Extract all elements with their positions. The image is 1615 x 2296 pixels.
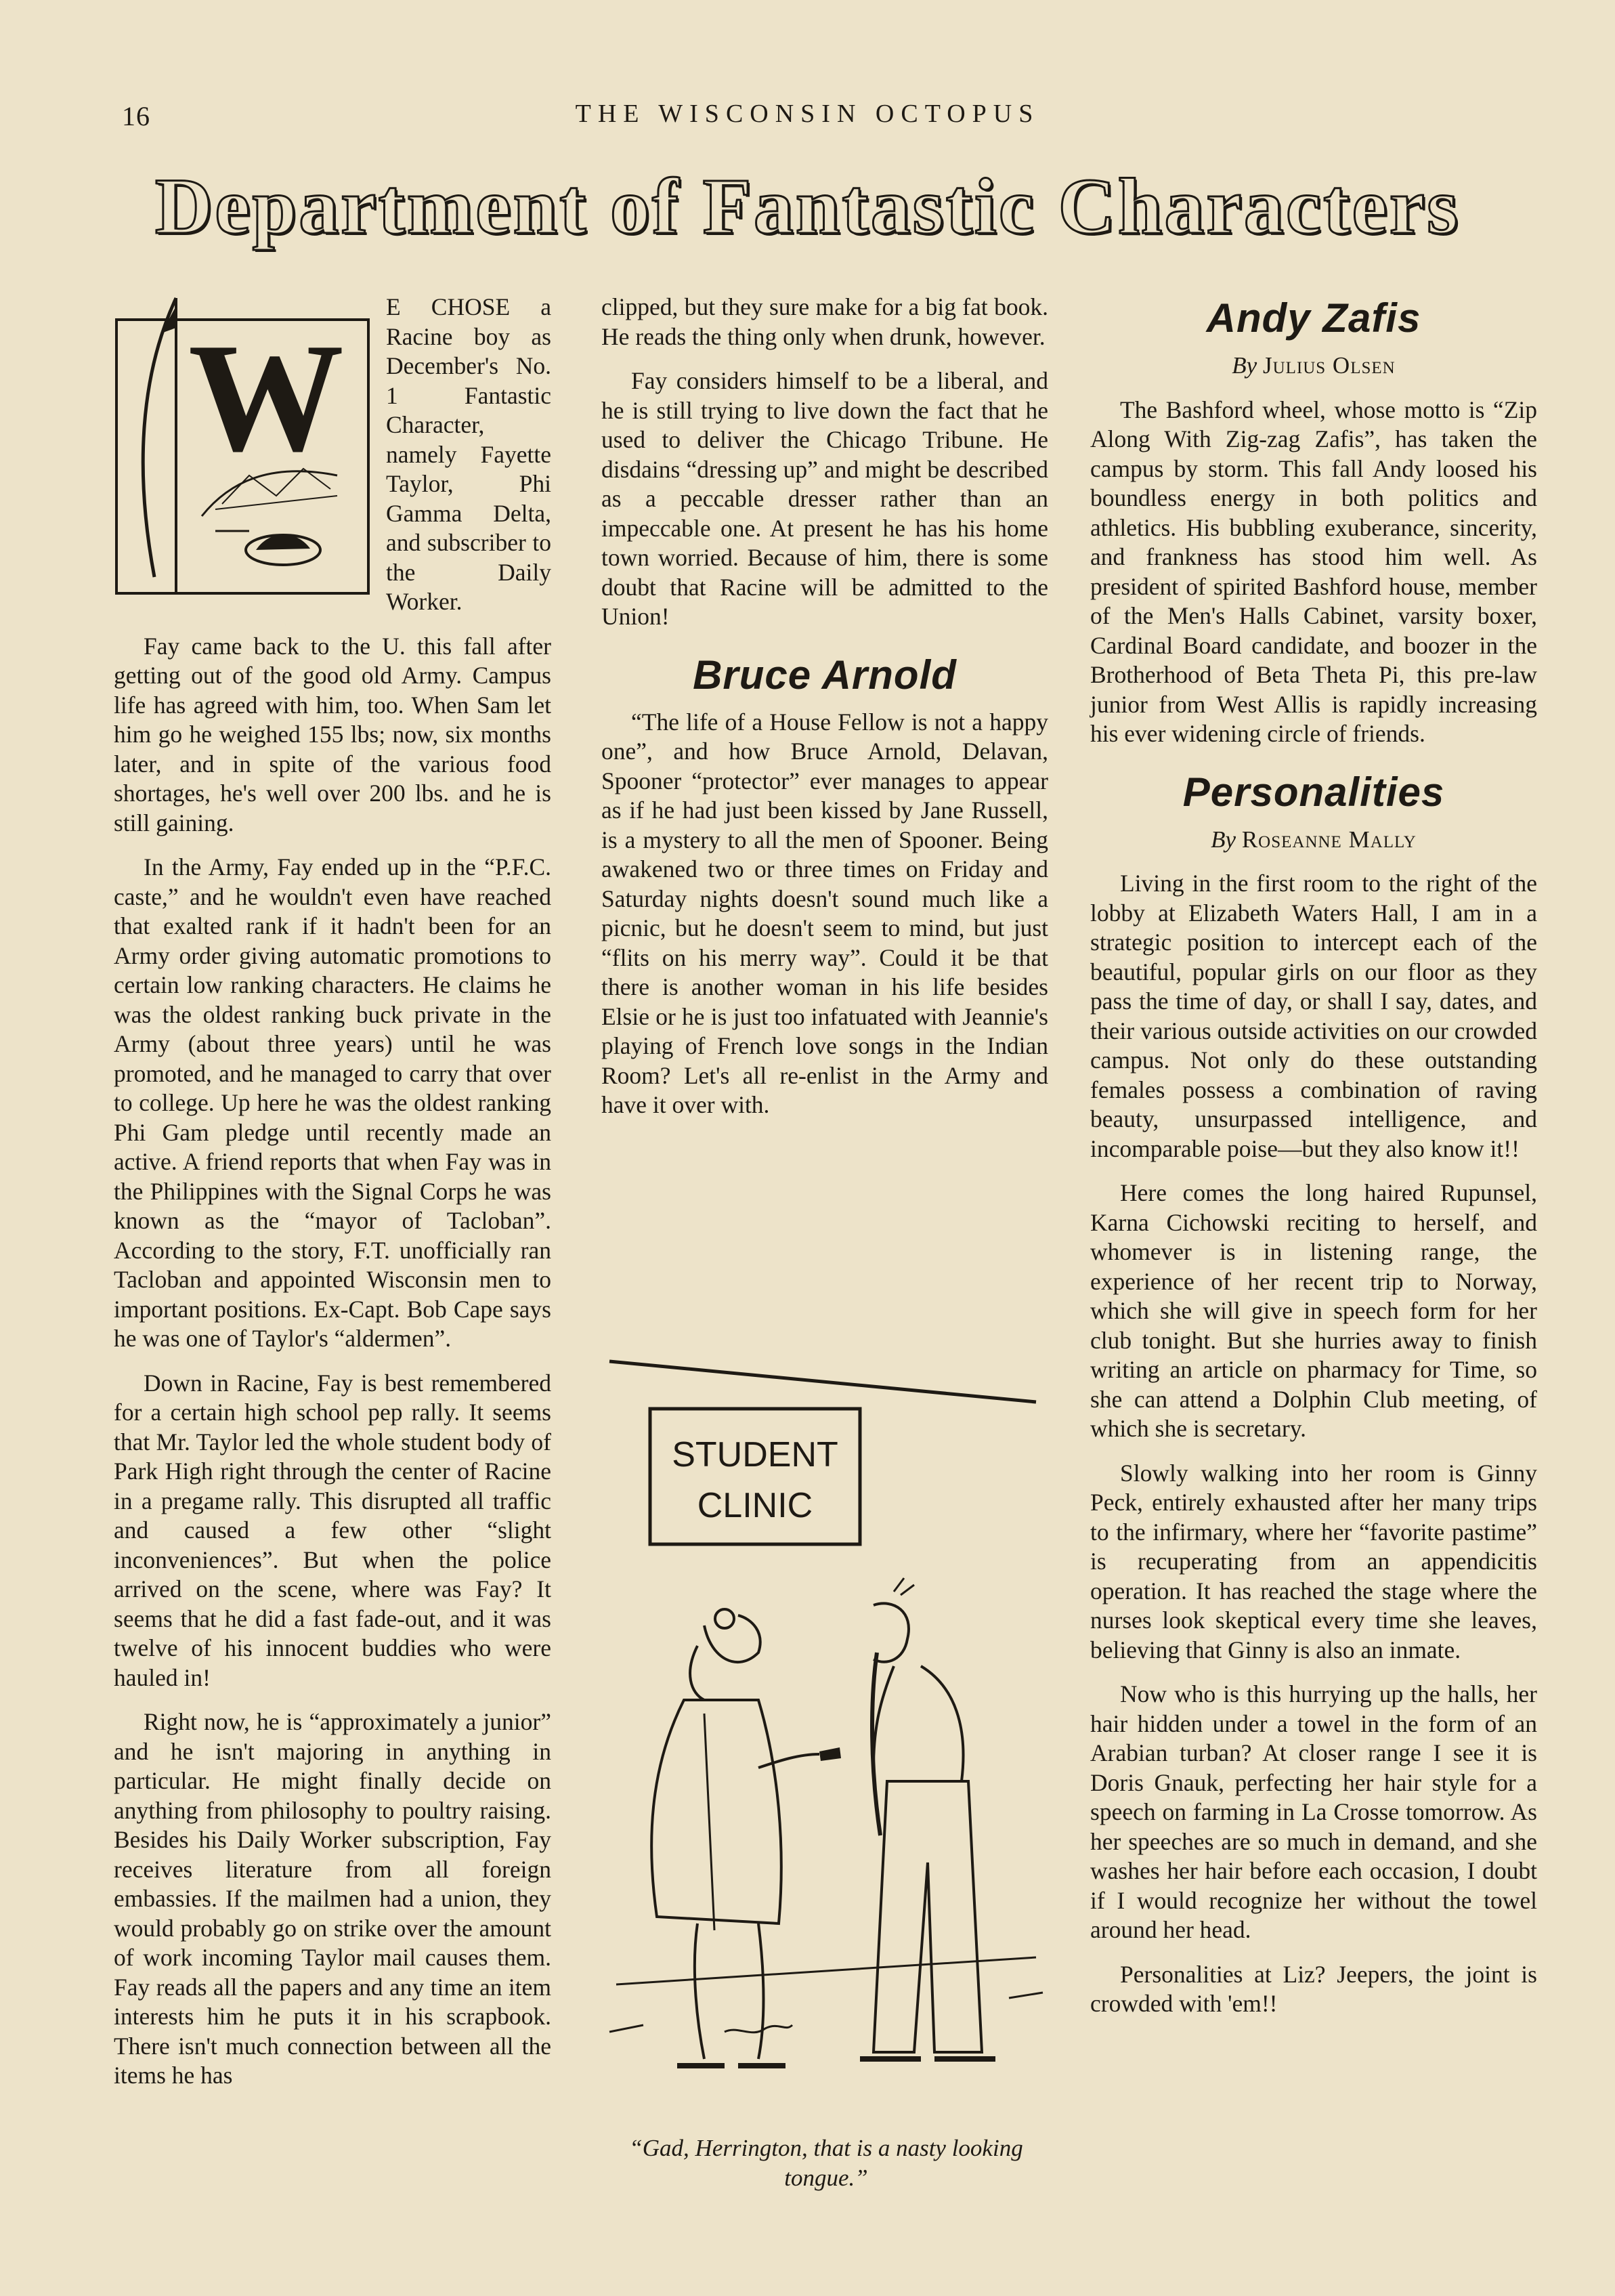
fayette-paragraph-2: Fay came back to the U. this fall after getting out of the good old Army. Campus life has agreed with him, too. When Sam let him go he weighed 155 lbs; now, six months later, and in spite of the various food shortages, he's well over 200 lbs. and he is still gaining. (114, 632, 551, 836)
bruce-arnold-heading: Bruce Arnold (693, 652, 957, 698)
drop-cap-letter: W (188, 311, 344, 484)
page-number: 16 (122, 101, 150, 131)
column-middle (601, 293, 1048, 1135)
clinic-sign-line1: STUDENT (672, 1435, 838, 1474)
andy-zafis-heading: Andy Zafis (1206, 295, 1421, 341)
byline-author: Roseanne Mally (1241, 826, 1417, 853)
column-right (1090, 293, 1537, 2034)
byline-author: Julius Olsen (1262, 352, 1396, 379)
fayette-paragraph-4: Down in Racine, Fay is best remembered for a certain high school pep rally. It seems that Mr. Taylor led the whole student body of Park High right through the center of Racine in a pregame rally. This disrupted all traffic and caused a few other “slight inconveniences”. But when the police arrived on the scene, where was Fay? It seems that he did a fast fade-out, and it was twelve of his innocent buddies who were hauled in! (114, 1369, 551, 1691)
personalities-paragraph-3: Slowly walking into her room is Ginny Peck, entirely exhausted after her many trips to the infirmary, where her “favorite pastime” is recuperating from an appendicitis operation. It has reached the stage where the nurses look skeptical every time she leaves, believing that Ginny is also an inmate. (1090, 1459, 1537, 1663)
doctor-patient-cartoon-icon (603, 1348, 1050, 2120)
decorated-initial (114, 293, 371, 596)
personalities-paragraph-5: Personalities at Liz? Jeepers, the joint is crowded with 'em!! (1090, 1960, 1537, 2017)
personalities-byline (1090, 825, 1537, 855)
publication-name: THE WISCONSIN OCTOPUS (575, 100, 1040, 128)
personalities-paragraph-4: Now who is this hurrying up the halls, her hair hidden under a towel in the form of an Arabian turban? At closer range I see it is Doris Gnauk, perfecting her hair style for a speech on farming in La Crosse tomorrow. As her speeches are so much in demand, and she washes her hair before each occasion, I doubt if I would recognize her without the towel around her head. (1090, 1680, 1537, 1943)
bruce-arnold-paragraph: “The life of a House Fellow is not a happy one”, and how Bruce Arnold, Delavan, Spooner “protector” ever manages to appear as if he had just been kissed by Jane Russell, is a mystery to all the men of Spooner. Being awakened two or three times on Friday and Saturday nights doesn't sound much like a picnic, but he doesn't seem to mind, but just “flits on his merry way”. Could it be that there is another woman in his life besides Elsie or he is just too infatuated with Jeannie's playing of French love songs in the Indian Room? Let's all re-enlist in the Army and have it over with. (601, 708, 1048, 1118)
byline-prefix: By (1211, 826, 1236, 853)
fayette-paragraph-1: E CHOSE a Racine boy as December's No. 1 Fantastic Character, namely Fayette Taylor, Phi Gamma Delta, and subscriber to the Daily Worker. (386, 293, 551, 615)
personalities-paragraph-1: Living in the first room to the right of the lobby at Elizabeth Waters Hall, I am in a strategic position to intercept each of the beautiful, popular girls on our floor as they pass the time of day, or shall I say, dates, and their various outside activities on our crowded campus. Not only do these outstanding females possess a combination of raving beauty, unsurpassed intelligence, and incomparable poise—but they also know it!! (1090, 870, 1537, 1162)
andy-zafis-paragraph: The Bashford wheel, whose motto is “Zip Along With Zig-zag Zafis”, has taken the campus by storm. This fall Andy loosed his boundless energy in both politics and athletics. His bubbling exuberance, sincerity, and frankness has stood him well. As president of spirited Bashford house, member of the Men's Halls Cabinet, varsity boxer, Cardinal Board candidate, and boozer in the Brotherhood of Beta Theta Pi, this pre-law junior from West Allis is rapidly increasing his ever widening circle of friends. (1090, 396, 1537, 747)
fayette-paragraph-7: Fay considers himself to be a liberal, and he is still trying to live down the fact that he used to deliver the Chicago Tribune. He disdains “dressing up” and might be described as a peccable dresser rather than an impeccable one. At present he has his home town worried. Because of him, there is some doubt that Racine will be admitted to the Union! (601, 367, 1048, 630)
cartoon-caption: “Gad, Herrington, that is a nasty looking tongue.” (629, 2135, 1023, 2191)
fayette-paragraph-5: Right now, he is “approximately a junior” and he isn't majoring in anything in particular. He might finally decide on anything from philosophy to poultry raising. Besides his Daily Worker subscription, Fay receives literature from all foreign embassies. If the mailmen had a union, they would probably go on strike over the amount of work incoming Taylor mail causes them. Fay reads all the papers and any time an item interests him he puts it in his scrapbook. There isn't much connection between all the items he has (114, 1708, 551, 2089)
byline-prefix: By (1232, 352, 1257, 379)
personalities-paragraph-2: Here comes the long haired Rupunsel, Karna Cichowski reciting to herself, and whomever is in listening range, the experience of her recent trip to Norway, which she will give in speech form for her club tonight. But she hurries away to finish writing an article on pharmacy for Time, so she can attend a Dolphin Club meeting, of which she is secretary. (1090, 1179, 1537, 1442)
clinic-sign-line2: CLINIC (697, 1486, 813, 1525)
fayette-paragraph-6: clipped, but they sure make for a big fat book. He reads the thing only when drunk, however. (601, 293, 1048, 350)
personalities-heading: Personalities (1182, 769, 1445, 815)
fayette-paragraph-3: In the Army, Fay ended up in the “P.F.C. caste,” and he wouldn't even have reached that exalted rank if it hadn't been for an Army order giving automatic promotions to certain low ranking characters. He claims he was the oldest ranking buck private in the Army (about three years) until he was promoted, and he managed to carry that over to college. Up here he was the oldest ranking Phi Gam pledge until recently made an active. A friend reports that when Fay was in the Philippines with the Signal Corps he was known as the “mayor of Tacloban”. According to the story, F.T. unofficially ran Tacloban and appointed Wisconsin men to important positions. Ex-Capt. Bob Cape says he was one of Taylor's “aldermen”. (114, 853, 551, 1352)
department-title: Department of Fantastic Characters (154, 162, 1461, 251)
column-left (114, 293, 551, 2106)
student-clinic-cartoon (603, 1348, 1050, 2120)
andy-zafis-byline (1090, 351, 1537, 381)
